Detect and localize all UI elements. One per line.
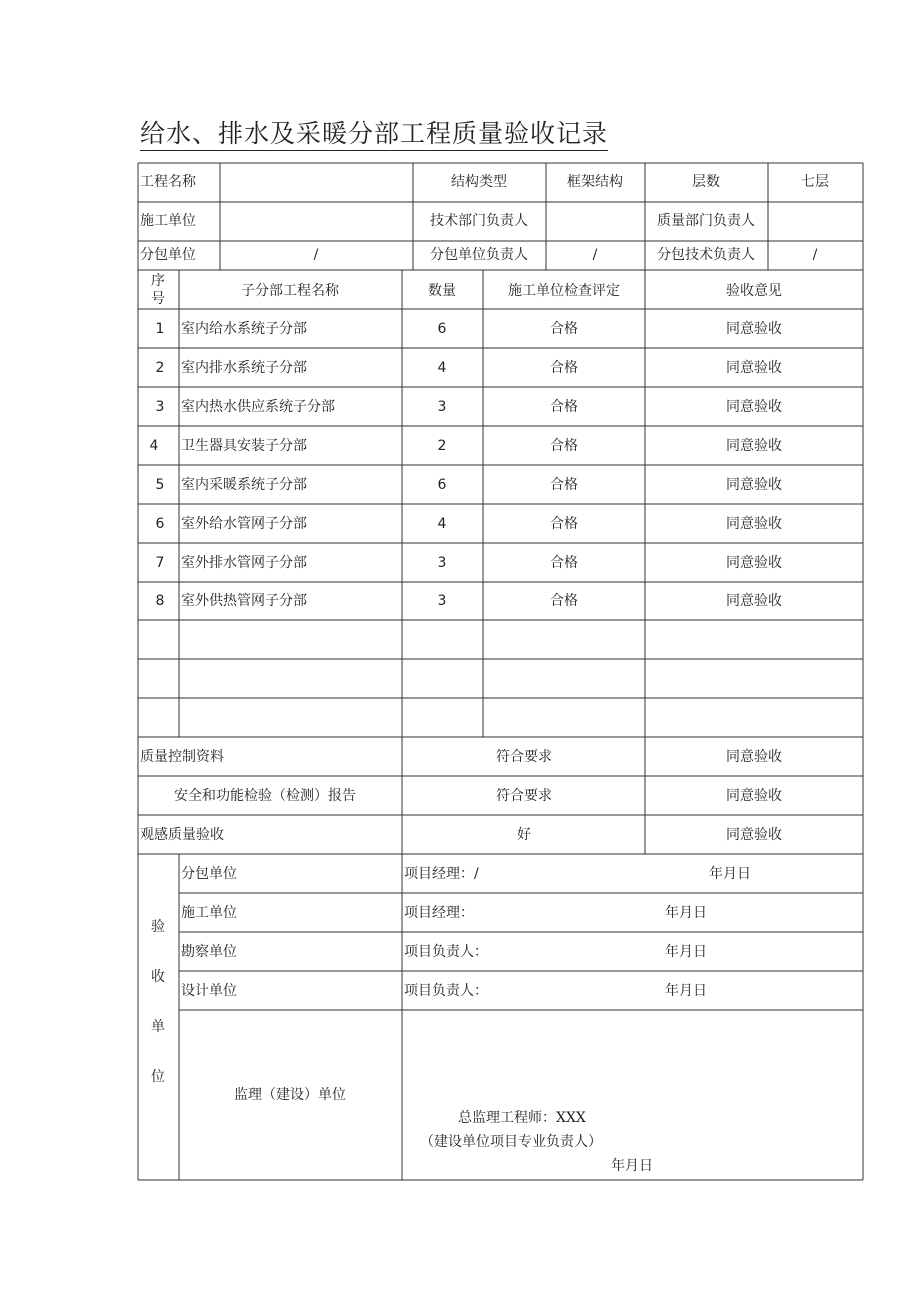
acceptance-label-char: 单	[151, 1019, 165, 1035]
supervision-owner-rep: （建设单位项目专业负责人）	[420, 1134, 602, 1150]
summary-appearance-check: 好	[517, 827, 531, 843]
col-name: 子分部工程名称	[241, 283, 339, 299]
row-check: 合格	[550, 516, 578, 532]
row-seq: 2	[155, 360, 165, 376]
row-opinion: 同意验收	[726, 555, 782, 571]
col-check: 施工单位检查评定	[508, 283, 620, 299]
page-title	[140, 118, 608, 151]
subcontractor-signer[interactable]: 项目经理：/	[404, 866, 479, 882]
row-name: 室内给水系统子分部	[181, 321, 307, 337]
summary-safety-opinion: 同意验收	[726, 788, 782, 804]
floors-label: 层数	[692, 174, 720, 190]
row-opinion: 同意验收	[726, 516, 782, 532]
sub-tech-head-label: 分包技术负责人	[657, 247, 755, 263]
supervision-unit: 监理（建设）单位	[234, 1087, 346, 1103]
sub-tech-head-value: /	[812, 247, 818, 263]
row-seq: 7	[155, 555, 165, 571]
acceptance-label-char: 位	[151, 1069, 165, 1085]
subcontractor-value: /	[313, 247, 319, 263]
design-unit: 设计单位	[181, 983, 237, 999]
project-name-label: 工程名称	[140, 174, 196, 190]
summary-appearance-opinion: 同意验收	[726, 827, 782, 843]
design-signer[interactable]: 项目负责人：	[404, 983, 488, 999]
summary-quality-label: 质量控制资料	[140, 749, 224, 765]
structure-type-label: 结构类型	[451, 174, 507, 190]
row-check: 合格	[550, 321, 578, 337]
row-count: 3	[437, 593, 447, 609]
survey-date[interactable]: 年月日	[665, 944, 707, 960]
summary-safety-label: 安全和功能检验（检测）报告	[174, 788, 356, 804]
col-seq-line2: 号	[151, 291, 165, 307]
row-name: 室外给水管网子分部	[181, 516, 307, 532]
row-opinion: 同意验收	[726, 399, 782, 415]
row-check: 合格	[550, 477, 578, 493]
row-count: 2	[437, 438, 447, 454]
quality-head-label: 质量部门负责人	[657, 213, 755, 229]
summary-safety-check: 符合要求	[496, 788, 552, 804]
col-opinion: 验收意见	[726, 283, 782, 299]
row-count: 6	[437, 321, 447, 337]
acceptance-label-char: 收	[151, 969, 165, 985]
title-part1: 给水、排水及采暖	[140, 119, 349, 148]
contractor-signer[interactable]: 项目经理：	[404, 905, 474, 921]
survey-signer[interactable]: 项目负责人：	[404, 944, 488, 960]
row-opinion: 同意验收	[726, 438, 782, 454]
row-seq: 6	[155, 516, 165, 532]
contractor-unit: 施工单位	[181, 905, 237, 921]
row-check: 合格	[550, 399, 578, 415]
row-count: 4	[437, 516, 447, 532]
row-opinion: 同意验收	[726, 593, 782, 609]
row-opinion: 同意验收	[726, 321, 782, 337]
acceptance-label-char: 验	[151, 919, 165, 935]
row-name: 室内排水系统子分部	[181, 360, 307, 376]
row-count: 4	[437, 360, 447, 376]
summary-quality-check: 符合要求	[496, 749, 552, 765]
title-part2: 分部工程质量验收记录	[348, 119, 609, 148]
col-count: 数量	[428, 283, 456, 299]
row-name: 室外供热管网子分部	[181, 593, 307, 609]
sub-unit-head-value: /	[592, 247, 598, 263]
contractor-label: 施工单位	[140, 213, 196, 229]
row-count: 6	[437, 477, 447, 493]
row-name: 卫生器具安装子分部	[181, 438, 307, 454]
row-name: 室内热水供应系统子分部	[181, 399, 335, 415]
row-seq: 5	[155, 477, 165, 493]
row-count: 3	[437, 555, 447, 571]
subcontractor-unit: 分包单位	[181, 866, 237, 882]
row-seq: 8	[155, 593, 165, 609]
row-check: 合格	[550, 555, 578, 571]
summary-appearance-label: 观感质量验收	[140, 827, 224, 843]
row-seq: 3	[155, 399, 165, 415]
row-seq: 1	[155, 321, 165, 337]
floors-value: 七层	[801, 174, 829, 190]
subcontractor-label: 分包单位	[140, 247, 196, 263]
sub-unit-head-label: 分包单位负责人	[430, 247, 528, 263]
design-date[interactable]: 年月日	[665, 983, 707, 999]
row-count: 3	[437, 399, 447, 415]
row-check: 合格	[550, 438, 578, 454]
col-seq-line1: 序	[151, 273, 165, 289]
row-name: 室内采暖系统子分部	[181, 477, 307, 493]
contractor-date[interactable]: 年月日	[665, 905, 707, 921]
structure-type-value: 框架结构	[567, 174, 623, 190]
tech-head-label: 技术部门负责人	[430, 213, 528, 229]
row-name: 室外排水管网子分部	[181, 555, 307, 571]
row-check: 合格	[550, 593, 578, 609]
summary-quality-opinion: 同意验收	[726, 749, 782, 765]
row-opinion: 同意验收	[726, 477, 782, 493]
row-seq: 4	[149, 438, 159, 454]
supervision-engineer[interactable]: 总监理工程师：XXX	[458, 1110, 586, 1126]
survey-unit: 勘察单位	[181, 944, 237, 960]
row-check: 合格	[550, 360, 578, 376]
supervision-date[interactable]: 年月日	[611, 1158, 653, 1174]
subcontractor-date[interactable]: 年月日	[709, 866, 751, 882]
row-opinion: 同意验收	[726, 360, 782, 376]
